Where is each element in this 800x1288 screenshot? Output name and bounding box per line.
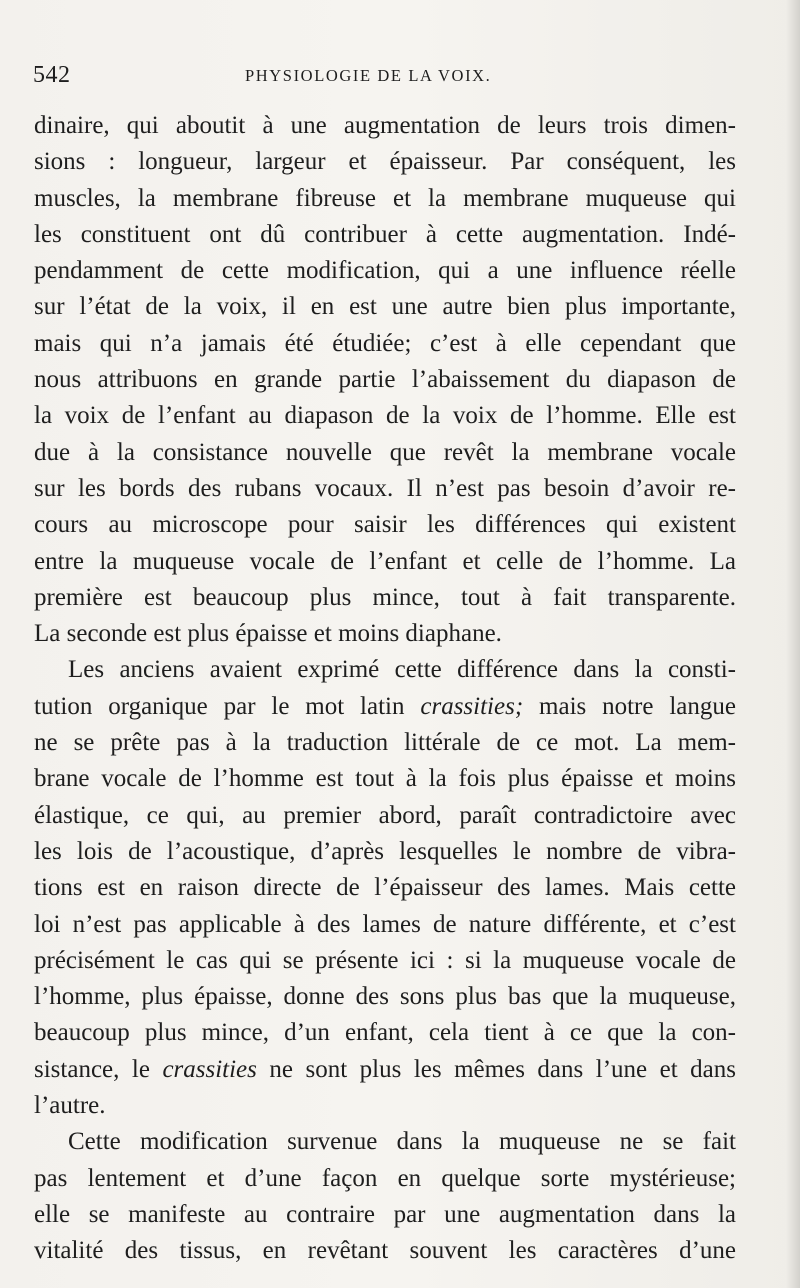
text-line: élastique, ce qui, au premier abord, paraît contradictoire avec	[34, 801, 736, 829]
text-line: La seconde est plus épaisse et moins diaphane.	[34, 620, 502, 648]
text-line: pas lentement et d’une façon en quelque sorte mystérieuse;	[34, 1164, 736, 1192]
text-line: tions est en raison directe de l’épaisseur des lames. Mais cette	[34, 874, 736, 902]
text-line: Les anciens avaient exprimé cette différence dans la consti-	[68, 656, 736, 684]
text-line	[34, 689, 736, 725]
text-line: dinaire, qui aboutit à une augmentation de leurs trois dimen-	[34, 112, 736, 139]
text-line: première est beaucoup plus mince, tout à fait transparente.	[34, 583, 736, 611]
text-line: sions : longueur, largeur et épaisseur. Par conséquent, les	[34, 148, 736, 176]
text-segment: sistance, le	[34, 1055, 163, 1083]
text-line: les lois de l’acoustique, d’après lesquelles le nombre de vibra-	[34, 837, 736, 865]
text-line: les constituent ont dû contribuer à cette augmentation. Indé-	[34, 220, 736, 248]
text-line: cours au microscope pour saisir les différences qui existent	[34, 511, 736, 539]
text-line: entre la muqueuse vocale de l’enfant et celle de l’homme. La	[34, 547, 736, 575]
text-line: l’autre.	[34, 1092, 106, 1120]
text-line: sur les bords des rubans vocaux. Il n’est pas besoin d’avoir re-	[34, 474, 736, 502]
text-line: l’homme, plus épaisse, donne des sons plus bas que la muqueuse,	[34, 983, 736, 1011]
text-line: loi n’est pas applicable à des lames de nature différente, et c’est	[34, 910, 736, 938]
body-text	[34, 108, 736, 1270]
text-line: muscles, la membrane fibreuse et la membrane muqueuse qui	[34, 184, 736, 212]
page-edge-shadow	[786, 0, 800, 1288]
text-segment: ne sont plus les mêmes dans l’une et dans	[256, 1055, 736, 1083]
text-segment: mais notre langue	[523, 692, 736, 720]
italic-term: crassities	[162, 1055, 257, 1083]
text-line	[34, 1052, 736, 1088]
text-line: mais qui n’a jamais été étudiée; c’est à elle cependant que	[34, 329, 736, 357]
running-head: PHYSIOLOGIE DE LA VOIX.	[245, 66, 492, 85]
text-line: beaucoup plus mince, d’un enfant, cela tient à ce que la con-	[34, 1019, 736, 1047]
page-header	[33, 62, 733, 92]
text-line: due à la consistance nouvelle que revêt la membrane vocale	[34, 438, 736, 466]
italic-term: crassities;	[420, 692, 524, 720]
text-line: sur l’état de la voix, il en est une autre bien plus importante,	[34, 293, 736, 321]
text-line: pendamment de cette modification, qui a une influence réelle	[34, 257, 736, 285]
text-line: précisément le cas qui se présente ici : si la muqueuse vocale de	[34, 946, 736, 974]
text-segment: tution organique par le mot latin	[34, 692, 421, 720]
text-line: Cette modification survenue dans la muqueuse ne se fait	[68, 1128, 736, 1156]
page-number: 542	[33, 62, 71, 88]
text-line: brane vocale de l’homme est tout à la fois plus épaisse et moins	[34, 765, 736, 793]
text-line: ne se prête pas à la traduction littérale de ce mot. La mem-	[34, 729, 736, 757]
text-line: elle se manifeste au contraire par une augmentation dans la	[34, 1200, 736, 1228]
text-line: vitalité des tissus, en revêtant souvent les caractères d’une	[34, 1237, 736, 1265]
text-line: la voix de l’enfant au diapason de la voix de l’homme. Elle est	[34, 402, 736, 430]
text-line: nous attribuons en grande partie l’abaissement du diapason de	[34, 366, 736, 394]
